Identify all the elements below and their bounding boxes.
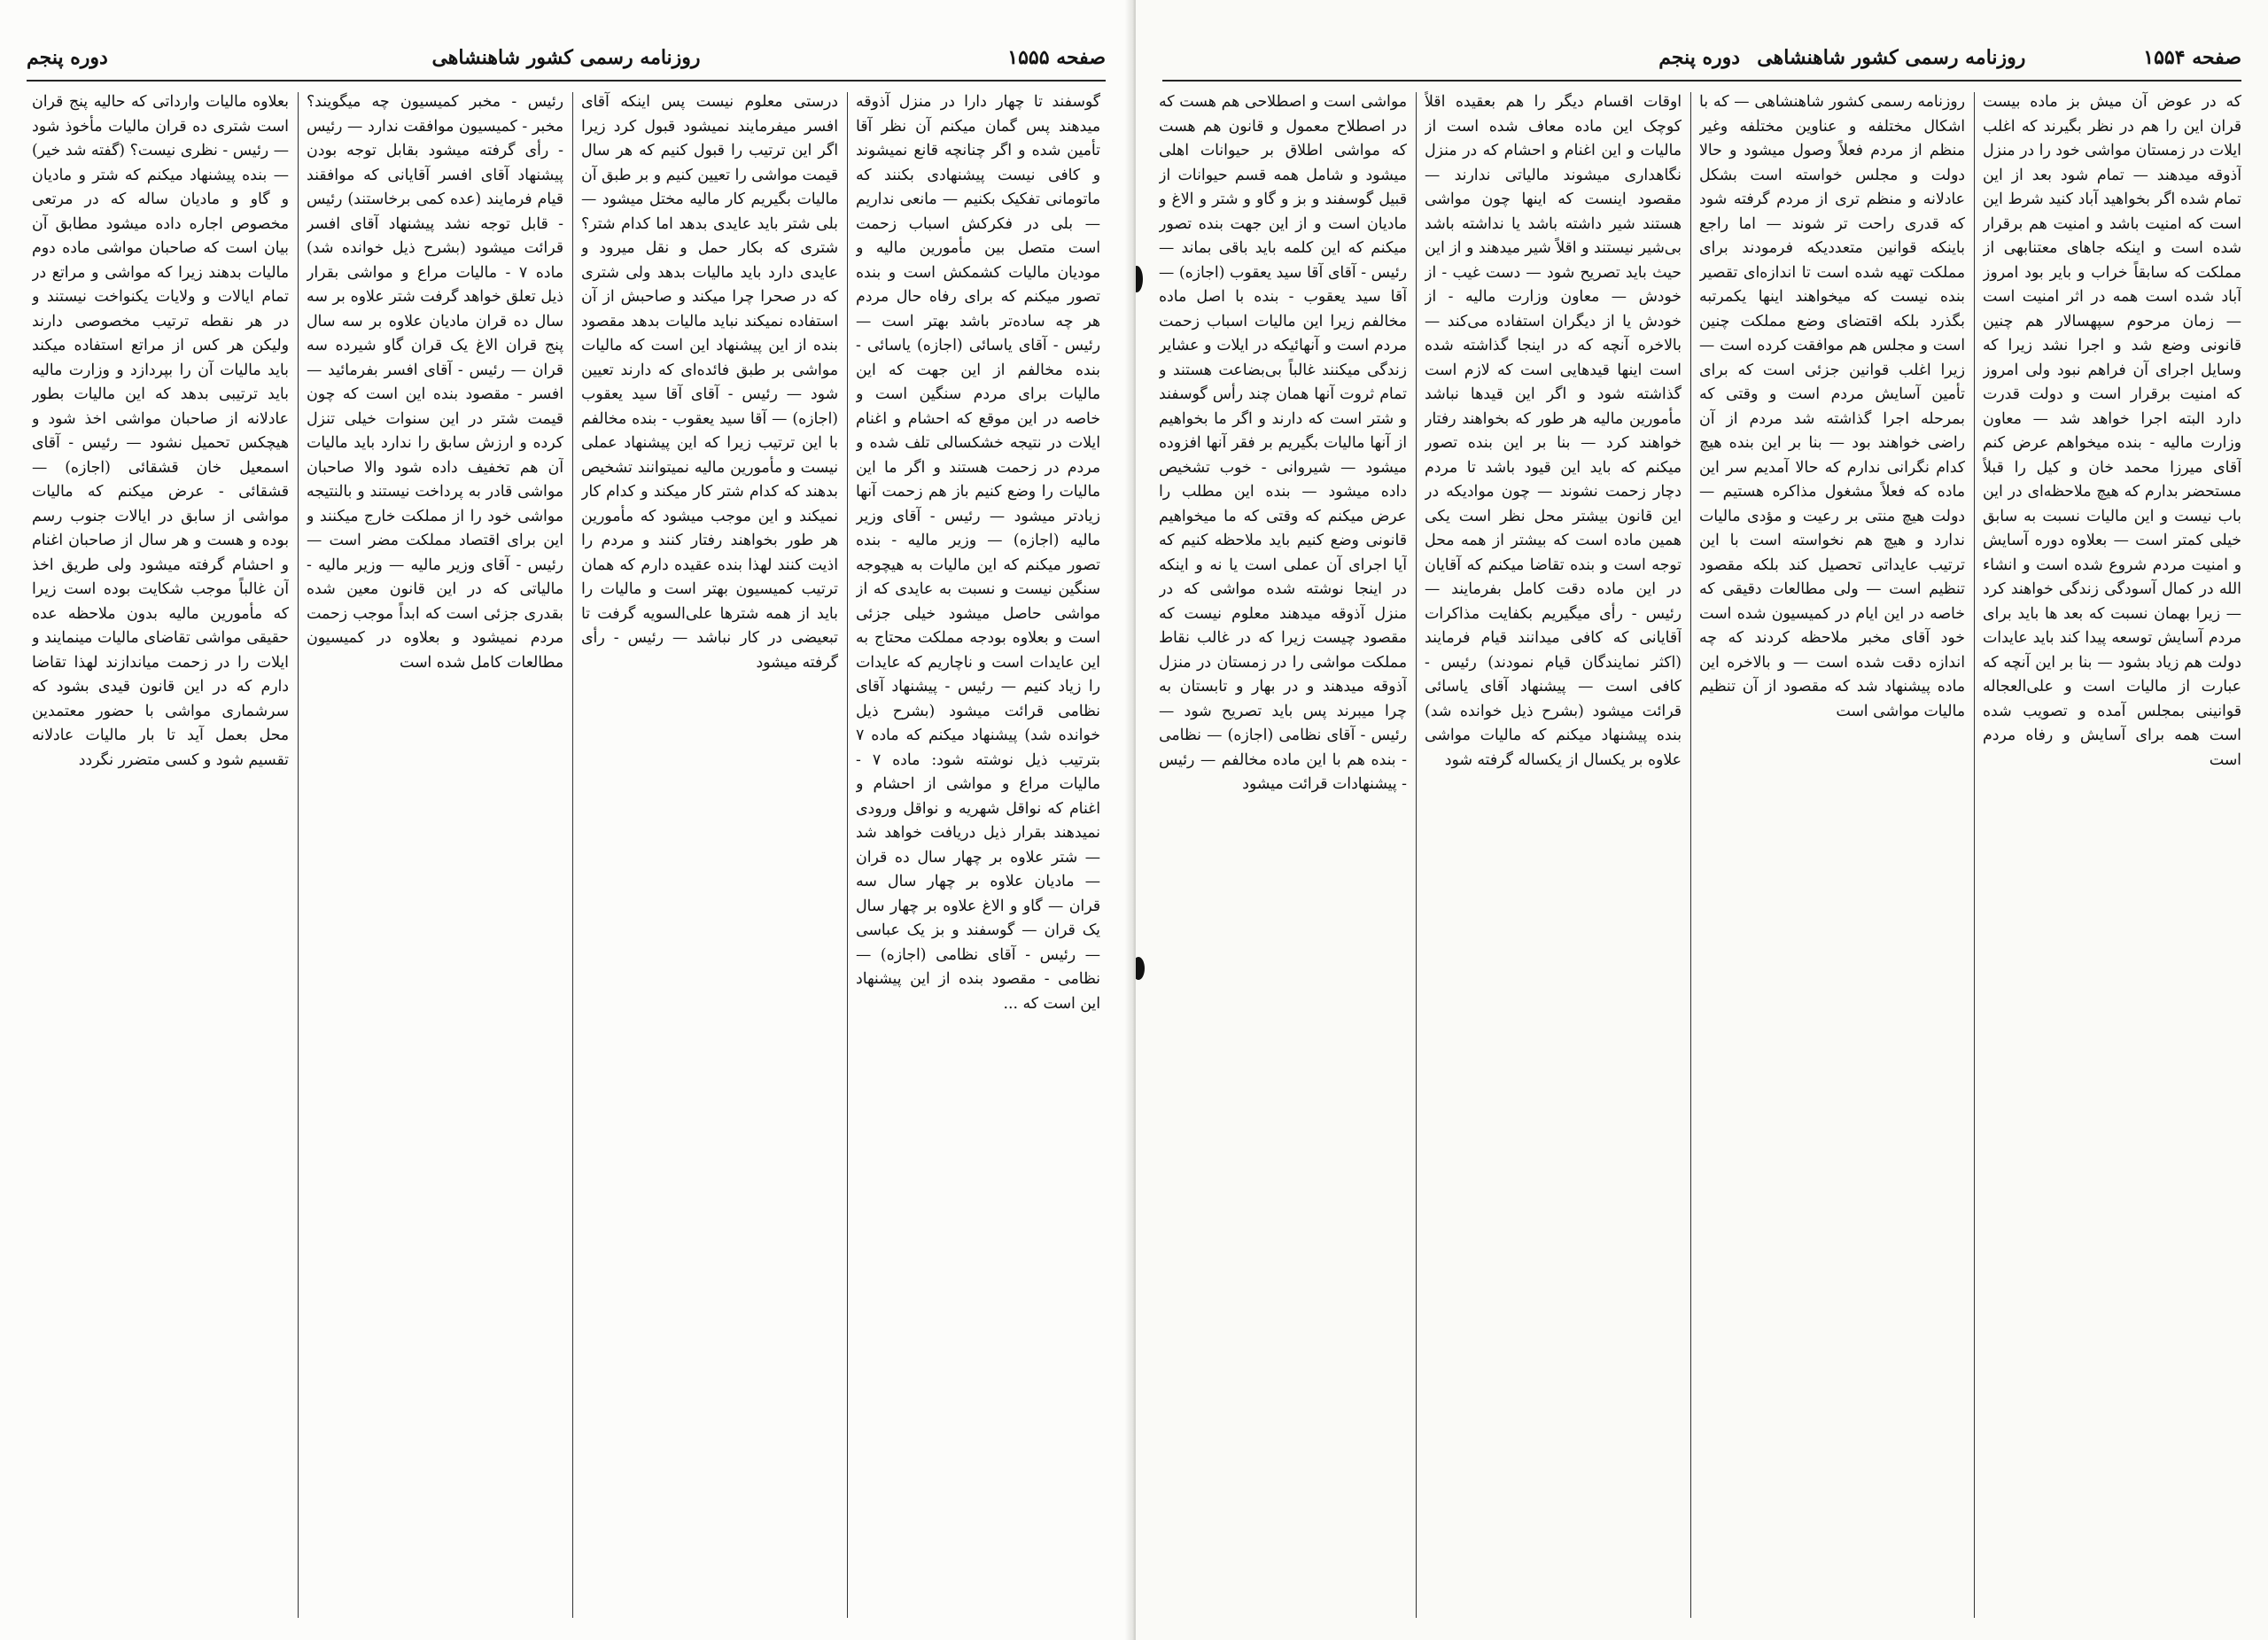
right-page	[1136, 0, 2268, 1640]
right-column-1-text: که در عوض آن میش بز ماده بیست قران این را هم در نظر بگیرند که اغلب ایلات در زمستان مواشی خود را در منزل آذوقه میدهند — تمام شود بعد از این تمام شده اگر بخواهید آباد کنید شرط این است که امنیت باشد و امنیت هم برقرار شده است و اینکه جاهای معتنابهی از مملکت که سابقاً خراب و بایر بود امروز آباد شده است همه در اثر امنیت است — زمان مرحوم سپهسالار هم چنین قانونی وضع شد و اجرا نشد زیرا که وسایل اجرای آن فراهم نبود ولی امروز که امنیت برقرار است و دولت قدرت دارد البته اجرا خواهد شد — معاون وزارت مالیه - بنده میخواهم عرض کنم آقای میرزا محمد خان و کیل را قبلاً مستحضر بدارم که هیچ ملاحظه‌ای در این باب نیست و این مالیات نسبت به سابق خیلی کمتر است — بعلاوه دوره آسایش و امنیت مردم شروع شده است و انشاء الله در کمال آسودگی زندگی خواهند کرد — زیرا بهمان نسبت که بعد ها باید برای مردم آسایش توسعه پیدا کند باید عایدات دولت هم زیاد بشود — بنا بر این آنچه که عبارت از مالیات است و علی‌العجاله قوانینی بمجلس آمده و تصویب شده است همه برای آسایش و رفاه مردم است	[1983, 93, 2241, 769]
left-column-2-text: درستی معلوم نیست پس اینکه آقای افسر میفرمایند نمیشود قبول کرد زیرا اگر این ترتیب را قبول کنیم که هر سال قیمت مواشی را تعیین کنیم و بر طبق آن مالیات بگیریم کار مالیه مختل میشود — بلی شتر باید عایدی بدهد اما کدام شتر؟ شتری که بکار حمل و نقل میرود و عایدی دارد باید مالیات بدهد ولی شتری که در صحرا چرا میکند و صاحبش از آن استفاده نمیکند نباید مالیات بدهد مقصود بنده از این پیشنهاد این است که مالیات مواشی بر طبق فائده‌ای که دارند تعیین شود — رئیس - آقای آقا سید یعقوب (اجازه) — آقا سید یعقوب - بنده مخالفم با این ترتیب زیرا که این پیشنهاد عملی نیست و مأمورین مالیه نمیتوانند تشخیص بدهند که کدام شتر کار میکند و کدام کار نمیکند و این موجب میشود که مأمورین هر طور بخواهند رفتار کنند و مردم را اذیت کنند لهذا بنده عقیده دارم که همان ترتیب کمیسیون بهتر است و مالیات را باید از همه شترها علی‌السویه گرفت تا تبعیضی در کار نباشد — رئیس - رأی گرفته میشود	[581, 93, 838, 672]
left-column-2	[581, 90, 838, 1621]
left-column-4	[32, 90, 289, 1621]
left-column-1-text: گوسفند تا چهار دارا در منزل آذوقه میدهند پس گمان میکنم آن نظر آقا تأمین شده و اگر چنانچه قانع نمیشوند و کافی نیست پیشنهادی بکنند که ماتومانی تفکیک بکنیم — مانعی نداریم — بلی در فکرکش اسباب زحمت است متصل بین مأمورین مالیه و مودیان مالیات کشمکش است و بنده تصور میکنم که برای رفاه حال مردم هر چه ساده‌تر باشد بهتر است — رئیس - آقای یاسائی (اجازه) یاسائی - بنده مخالفم از این جهت که این مالیات برای مردم سنگین است و خاصه در این موقع که احشام و اغنام ایلات در نتیجه خشکسالی تلف شده و مردم در زحمت هستند و اگر ما این مالیات را وضع کنیم باز هم زحمت آنها زیادتر میشود — رئیس - آقای وزیر مالیه (اجازه) — وزیر مالیه - بنده تصور میکنم که این مالیات به هیچوجه سنگین نیست و نسبت به عایدی که از مواشی حاصل میشود خیلی جزئی است و بعلاوه بودجه مملکت محتاج به این عایدات است و ناچاریم که عایدات را زیاد کنیم — رئیس - پیشنهاد آقای نظامی قرائت میشود (بشرح ذیل خوانده شد) پیشنهاد میکنم که ماده ۷ بترتیب ذیل نوشته شود: ماده ۷ - مالیات مراع و مواشی از احشام و اغنام که نواقل شهریه و نواقل ورودی نمیدهند بقرار ذیل دریافت خواهد شد — شتر علاوه بر چهار سال ده قران — مادیان علاوه بر چهار سال سه قران — گاو و الاغ علاوه بر چهار سال یک قران — گوسفند و بز یک عباسی — رئیس - آقای نظامی (اجازه) — نظامی - مقصود بنده از این پیشنهاد این است که ...	[856, 93, 1100, 1013]
right-header-rule	[1162, 80, 2241, 82]
right-column-divider	[1416, 92, 1417, 1618]
right-page-number: صفحه ۱۵۵۴	[2143, 46, 2241, 69]
right-column-2-text: روزنامه رسمی کشور شاهنشاهی — که با اشکال مختلفه و عناوین مختلفه وغیر منظم از مردم فعلاً وصول میشود و حالا دولت و مجلس خواسته است بشکل عادلانه و منظم تری از مردم گرفته شود که قدری راحت تر شوند — اما راجع باینکه قوانین متعددیکه فرمودند برای مملکت تهیه شده است تا اندازه‌ای تقصیر بنده نیست که میخواهند اینها یکمرتبه بگذرد بلکه اقتضای وضع مملکت چنین است و مجلس هم موافقت کرده است — زیرا اغلب قوانین جزئی است که برای تأمین آسایش مردم است و وقتی که بمرحله اجرا گذاشته شد مردم از آن راضی خواهند بود — بنا بر این بنده هیچ کدام نگرانی ندارم که حالا آمدیم سر این ماده که فعلاً مشغول مذاکره هستیم — دولت هیچ منتی بر رعیت و مؤدی مالیات ندارد و هیچ هم نخواسته است با این ترتیب عایداتی تحصیل کند بلکه مقصود تنظیم است — ولی مطالعات دقیقی که خاصه در این ایام در کمیسیون شده است خود آقای مخبر ملاحظه کردند که چه اندازه دقت شده است — و بالاخره این ماده پیشنهاد شد که مقصود از آن تنظیم مالیات مواشی است	[1699, 93, 1965, 720]
left-column-divider	[298, 92, 299, 1618]
ink-blot	[1136, 957, 1145, 980]
left-header-rule	[27, 80, 1106, 82]
right-column-2	[1699, 90, 1965, 1621]
left-column-3	[307, 90, 563, 1621]
ink-blot	[1136, 266, 1143, 292]
right-column-4-text: مواشی است و اصطلاحی هم هست که در اصطلاح معمول و قانون هم هست که مواشی اطلاق بر حیوانات اهلی میشود و شامل همه قسم حیوانات از قبیل گوسفند و بز و گاو و شتر و الاغ و مادیان است و از این جهت بنده تصور میکنم که این کلمه باید باقی بماند — رئیس - آقای آقا سید یعقوب (اجازه) — آقا سید یعقوب - بنده با اصل ماده مخالفم زیرا این مالیات اسباب زحمت مردم است و آنهائیکه در ایلات و عشایر زندگی میکنند غالباً بی‌بضاعت هستند و تمام ثروت آنها همان چند رأس گوسفند و شتر است که دارند و اگر ما بخواهیم از آنها مالیات بگیریم بر فقر آنها افزوده میشود — شیروانی - خوب تشخیص داده میشود — بنده این مطلب را عرض میکنم که وقتی که ما میخواهیم قانونی وضع کنیم باید ملاحظه کنیم که آیا اجرای آن عملی است یا نه و اینکه در اینجا نوشته شده مواشی که در منزل آذوقه میدهند معلوم نیست که مقصود چیست زیرا که در غالب نقاط مملکت مواشی را در زمستان در منزل آذوقه میدهند و در بهار و تابستان به چرا میبرند پس باید تصریح شود — رئیس - آقای نظامی (اجازه) — نظامی - بنده هم با این ماده مخالفم — رئیس - پیشنهادات قرائت میشود	[1159, 93, 1407, 793]
right-page-header	[1162, 43, 2241, 78]
right-column-4	[1159, 90, 1407, 1621]
right-column-1	[1983, 90, 2241, 1621]
right-page-title: روزنامه رسمی کشور شاهنشاهی	[1757, 46, 2026, 69]
left-column-1	[856, 90, 1100, 1621]
right-column-3-text: اوقات اقسام دیگر را هم بعقیده اقلاً کوچک این ماده معاف شده است از مالیات و این اغنام و احشام که در منزل نگاهداری میشوند مالیاتی ندارند — مقصود اینست که اینها چون مواشی هستند شیر داشته باشد یا نداشته باشد بی‌شیر نیستند و اقلاً شیر میدهند و از این حیث باید تصریح شود — دست غیب - از خودش — معاون وزارت مالیه - از خودش یا از دیگران استفاده می‌کند — بالاخره آنچه که در اینجا گذاشته شده است اینها قیدهایی است که لازم است گذاشته شود و اگر این قیدها نباشد مأمورین مالیه هر طور که بخواهند رفتار خواهند کرد — بنا بر این بنده تصور میکنم که باید این قیود باشد تا مردم دچار زحمت نشوند — چون موادیکه در این قانون بیشتر محل نظر است یکی همین ماده است که بیشتر از همه محل توجه است و بنده تقاضا میکنم که آقایان در این ماده دقت کامل بفرمایند — رئیس - رأی میگیریم بکفایت مذاکرات آقایانی که کافی میدانند قیام فرمایند (اکثر نمایندگان قیام نمودند) رئیس - کافی است — پیشنهاد آقای یاسائی قرائت میشود (بشرح ذیل خوانده شد) بنده پیشنهاد میکنم که مالیات مواشی علاوه بر یکسال از یکساله گرفته شود	[1425, 93, 1682, 769]
left-page	[0, 0, 1132, 1640]
left-column-divider	[847, 92, 848, 1618]
left-page-header	[27, 43, 1106, 78]
right-column-3	[1425, 90, 1682, 1621]
left-column-4-text: بعلاوه مالیات وارداتی که حالیه پنج قران است شتری ده قران مالیات مأخوذ شود — رئیس - نظری نیست؟ (گفته شد خیر) — بنده پیشنهاد میکنم که شتر و مادیان و گاو و مادیان ساله که در مرتعی مخصوص اجاره داده میشود مطابق آن بیان است که صاحبان مواشی ماده دوم مالیات بدهند زیرا که مواشی و مراتع در تمام ایالات و ولایات یکنواخت نیستند و در هر نقطه ترتیب مخصوصی دارند ولیکن هر کس از مراتع استفاده میکند باید مالیات آن را بپردازد و وزارت مالیه باید ترتیبی بدهد که این مالیات بطور عادلانه از صاحبان مواشی اخذ شود و هیچکس تحمیل نشود — رئیس - آقای اسمعیل خان قشقائی (اجازه) — قشقائی - عرض میکنم که مالیات مواشی از سابق در ایالات جنوب رسم بوده و هست و هر سال از صاحبان اغنام و احشام گرفته میشود ولی طریق اخذ آن غالباً موجب شکایت بوده است زیرا که مأمورین مالیه بدون ملاحظه عده حقیقی مواشی تقاضای مالیات مینمایند و ایلات را در زحمت میاندازند لهذا تقاضا دارم که در این قانون قیدی بشود که سرشماری مواشی با حضور معتمدین محل بعمل آید تا بار مالیات عادلانه تقسیم شود و کسی متضرر نگردد	[32, 93, 289, 769]
right-column-divider	[1974, 92, 1975, 1618]
right-page-period: دوره پنجم	[1658, 46, 1741, 69]
left-page-period: دوره پنجم	[27, 46, 108, 69]
left-column-divider	[572, 92, 573, 1618]
right-column-divider	[1690, 92, 1691, 1618]
left-column-3-text: رئیس - مخبر کمیسیون چه میگویند؟ مخبر - کمیسیون موافقت ندارد — رئیس - رأی گرفته میشود بقابل توجه بودن پیشنهاد آقای افسر آقایانی که موافقند قیام فرمایند (عده کمی برخاستند) رئیس - قابل توجه نشد پیشنهاد آقای افسر قرائت میشود (بشرح ذیل خوانده شد) ماده ۷ - مالیات مراع و مواشی بقرار ذیل تعلق خواهد گرفت شتر علاوه بر سه سال ده قران مادیان علاوه بر سه سال پنج قران الاغ یک قران گاو شیرده سه قران — رئیس - آقای افسر بفرمائید — افسر - مقصود بنده این است که چون قیمت شتر در این سنوات خیلی تنزل کرده و ارزش سابق را ندارد باید مالیات آن هم تخفیف داده شود والا صاحبان مواشی قادر به پرداخت نیستند و بالنتیجه مواشی خود را از مملکت خارج میکنند و این برای اقتصاد مملکت مضر است — رئیس - آقای وزیر مالیه — وزیر مالیه - مالیاتی که در این قانون معین شده بقدری جزئی است که ابداً موجب زحمت مردم نمیشود و بعلاوه در کمیسیون مطالعات کامل شده است	[307, 93, 563, 672]
left-page-number: صفحه ۱۵۵۵	[1007, 46, 1106, 69]
left-page-title: روزنامه رسمی کشور شاهنشاهی	[431, 46, 701, 69]
